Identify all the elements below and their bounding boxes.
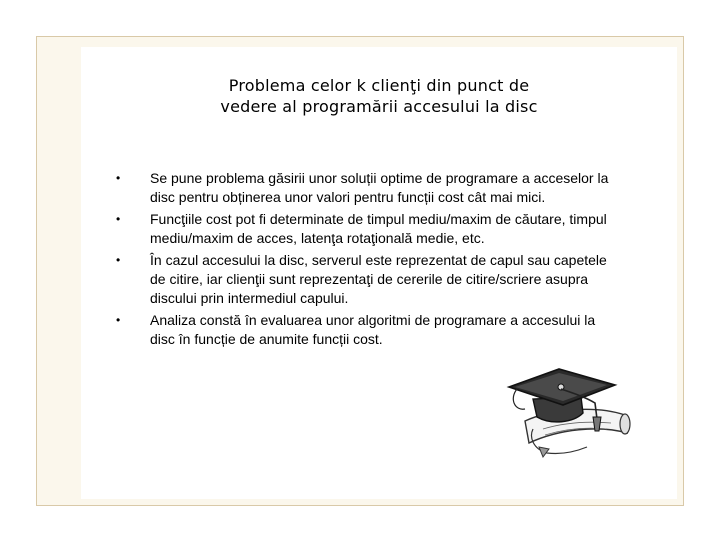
slide-title-line-1: Problema celor k clienţi din punct de — [228, 76, 530, 95]
slide-title — [81, 75, 677, 117]
list-item — [81, 210, 620, 248]
bullet-text: Funcţiile cost pot fi determinate de timpul mediu/maxim de căutare, timpul mediu/maxim de acces, latenţa rotaţională medie, etc. — [150, 211, 607, 246]
bullet-text: Analiza constă în evaluarea unor algoritmi de programare a accesului la disc în funcție de anumite funcții cost. — [150, 312, 596, 347]
slide-title-line-2: vedere al programării accesului la disc — [220, 97, 538, 116]
bullet-dot: • — [116, 212, 121, 226]
bullet-dot: • — [116, 171, 121, 185]
graduation-cap-diploma-icon — [503, 359, 633, 459]
list-item — [81, 169, 620, 207]
bullet-text: În cazul accesului la disc, serverul este reprezentat de capul sau capetele de citire, iar clienţii sunt reprezentaţi de cererile de citire/scriere asupra discului prin intermediul capului. — [150, 252, 607, 306]
bullet-dot: • — [116, 253, 121, 267]
bullet-dot: • — [116, 313, 121, 327]
list-item — [81, 311, 620, 349]
bullet-text: Se pune problema găsirii unor soluții optime de programare a acceselor la disc pentru obținerea unor valori pentru funcții cost cât mai mici. — [150, 170, 609, 205]
bullet-list — [81, 169, 677, 352]
list-item — [81, 251, 620, 308]
